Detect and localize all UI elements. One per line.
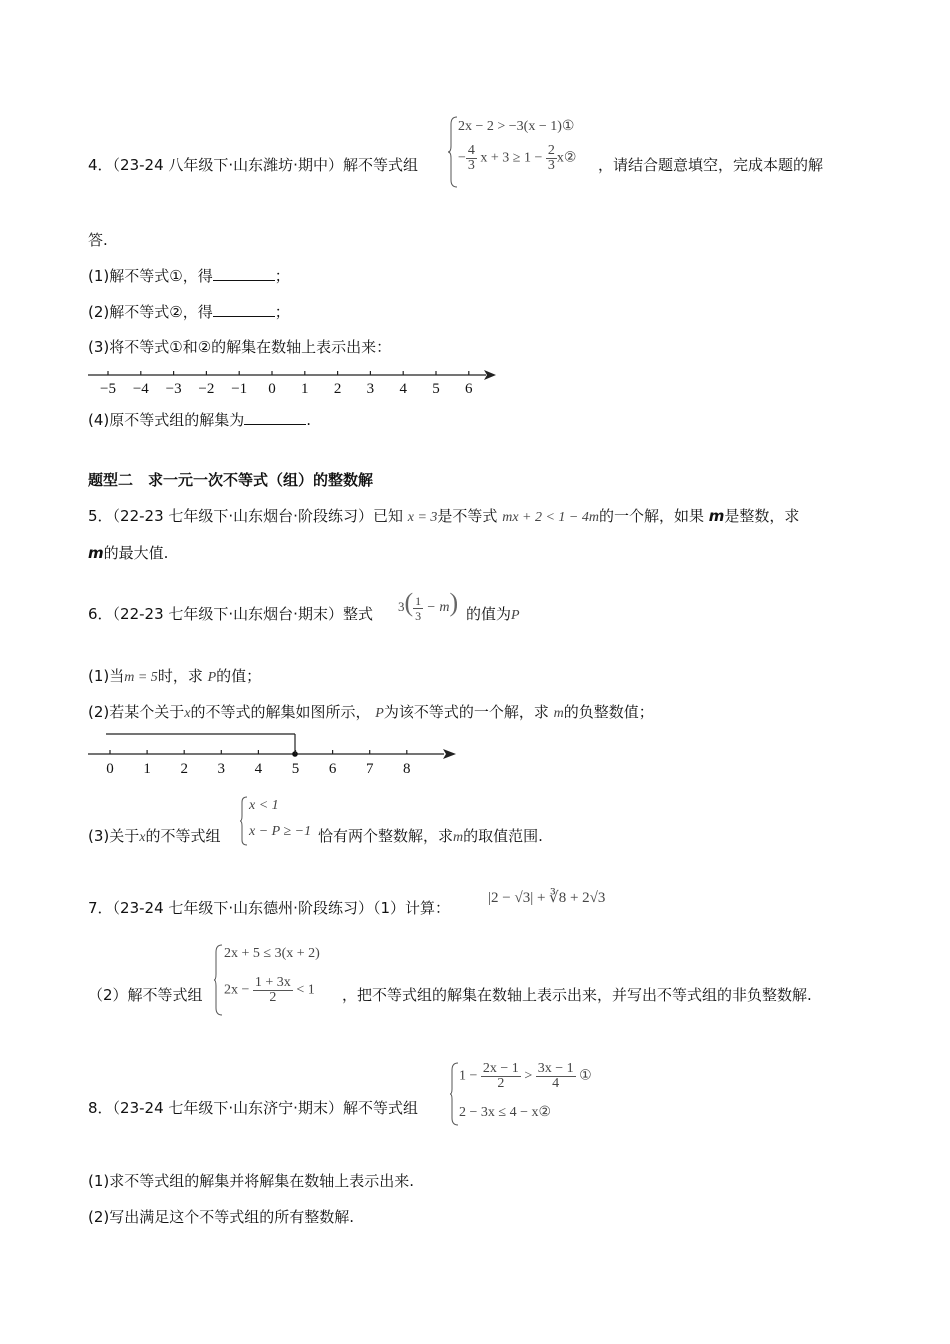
q7-ineq1: 2x + 5 ≤ 3(x + 2) [224, 946, 320, 961]
q4-ineq1: 2x − 2 > −3(x − 1)① [458, 119, 575, 134]
q7-line1 [88, 898, 450, 918]
q6-var-p: P [511, 608, 520, 623]
q6-part1 [88, 666, 261, 688]
q4-source: （23-24 八年级下·山东潍坊·期中） [112, 156, 343, 174]
q6-expr-b: − m [426, 600, 450, 615]
q8-number: 8． [88, 1099, 113, 1117]
q4-part1-end: ； [274, 267, 290, 285]
q4-number-line [86, 364, 506, 400]
q4-part3: (3)将不等式①和②的解集在数轴上表示出来： [88, 338, 392, 356]
q8-ineq1-num: 2x − 1 [482, 1061, 519, 1076]
q7-part2-b: ，把不等式组的解集在数轴上表示出来，并写出不等式组的非负整数解. [342, 986, 812, 1004]
q6-axis-tick-label: 1 [143, 761, 151, 777]
q6-axis-tick-label: 0 [106, 761, 114, 777]
q6-p3-a: (3)关于 [88, 827, 140, 845]
q4-ineq2-c: x② [556, 150, 577, 166]
q6-p1-var: P [207, 670, 217, 685]
q8-ineq1 [459, 1062, 592, 1091]
q4-lead: 解不等式组 [342, 156, 418, 174]
q6-p2-var2: P [375, 706, 384, 721]
q6-axis-tick-label: 3 [217, 761, 226, 777]
q4-axis-tick-label: 1 [301, 381, 309, 397]
q4-part2-end: ； [274, 303, 290, 321]
q7-calc: |2 − √3| + ∛8 + 2√3 [488, 890, 606, 906]
q4-ineq2-den: 3 [467, 158, 475, 173]
q6-expression: 3( $\frac{1}{3}$ − m) [398, 588, 459, 623]
q8-ineq1-b: > [524, 1068, 533, 1084]
q4-answer-blank-2[interactable] [213, 302, 275, 317]
q6-expr-a: 3 [398, 599, 405, 614]
q6-p3-var2: m [453, 830, 464, 845]
q6-axis-tick-label: 4 [254, 761, 263, 777]
q8-brace [450, 1062, 459, 1130]
q6-p2-var3: m [553, 706, 564, 721]
q7-brace [214, 944, 223, 1020]
q8-ineq1-c: ① [579, 1068, 592, 1084]
q6-p3-b: 的不等式组 [145, 827, 221, 845]
q6-brace [240, 796, 248, 850]
q4-axis-tick-label: −1 [231, 381, 248, 397]
q6-part3-b [318, 826, 543, 848]
q6-p3-var: x [139, 830, 146, 845]
q7-part2-a: （2）解不等式组 [88, 986, 203, 1004]
q6-source: （22-23 七年级下·山东烟台·期末）整式 [112, 605, 373, 623]
q4-answer-blank-1[interactable] [213, 266, 275, 281]
q6-p3-d: 的取值范围. [463, 827, 543, 845]
q6-p2-var: x [184, 706, 191, 721]
q4-axis-tick-label: 2 [333, 381, 342, 397]
q7-ineq2 [224, 976, 315, 1005]
q6-mid [466, 604, 520, 626]
q7-ineq2-b: < 1 [296, 982, 315, 998]
brace-icon [448, 116, 458, 188]
q6-part3-a [88, 826, 220, 848]
q4-part4-label: (4)原不等式组的解集为 [88, 411, 245, 429]
section-title: 题型二 求一元一次不等式（组）的整数解 [88, 471, 374, 489]
q4-ineq2-num2: 2 [547, 143, 555, 158]
q4-part1-label: (1)解不等式①，得 [88, 267, 213, 285]
arrow-right-icon [443, 749, 456, 759]
q6-sys-ineq1: x < 1 [249, 798, 279, 813]
q7-ineq2-a: 2x − [224, 982, 250, 998]
q6-p2-d: 的负整数值； [563, 703, 654, 721]
q5-math2: mx + 2 < 1 − 4m [502, 510, 599, 525]
q5-text-e: 是整数，求 [724, 507, 800, 525]
brace-icon [240, 796, 248, 846]
q4-part1 [88, 266, 290, 286]
q4-part2 [88, 302, 290, 322]
q5-line2 [88, 543, 168, 563]
q5-line2-text: 的最大值. [103, 544, 169, 562]
q6-sys-ineq2: x − P ≥ −1 [249, 824, 312, 839]
q4-tail2: 答. [88, 231, 108, 249]
q4-axis-tick-label: −2 [198, 381, 215, 397]
q6-mid-text: 的值为 [466, 605, 512, 623]
q4-ineq2-den2: 3 [547, 158, 555, 173]
q4-part4 [88, 410, 311, 430]
q8-ineq1-den2: 4 [552, 1076, 560, 1091]
q6-axis-tick-label: 7 [365, 761, 374, 777]
q8-ineq1-den: 2 [497, 1076, 505, 1091]
q7-ineq2-num: 1 + 3x [254, 975, 291, 990]
q5-number: 5． [88, 507, 113, 525]
q4-tail: ，请结合题意填空，完成本题的解 [598, 156, 824, 174]
q6-line1 [88, 604, 373, 624]
q6-axis-tick-label: 8 [403, 761, 411, 777]
q4-brace [448, 116, 458, 192]
q7-number: 7． [88, 899, 113, 917]
q8-source: （23-24 七年级下·山东济宁·期末）解不等式组 [112, 1099, 418, 1117]
q6-number: 6． [88, 605, 113, 623]
q4-answer-blank-3[interactable] [244, 410, 306, 425]
q8-ineq2: 2 − 3x ≤ 4 − x② [459, 1105, 552, 1120]
q8-part1: (1)求不等式组的解集并将解集在数轴上表示出来. [88, 1172, 415, 1190]
q8-ineq1-a: 1 − [459, 1068, 478, 1084]
q6-p1-b: 时，求 [157, 667, 203, 685]
q6-p2-a: (2)若某个关于 [88, 703, 185, 721]
q6-expr-den: 3 [415, 608, 422, 623]
q4-ineq2-a: − [458, 150, 466, 166]
q4-ineq2 [458, 144, 576, 173]
q6-p2-c: 为该不等式的一个解，求 [383, 703, 549, 721]
q6-axis-tick-label: 2 [180, 761, 188, 777]
q6-expr-num: 1 [415, 593, 422, 608]
q8-ineq1-num2: 3x − 1 [537, 1061, 574, 1076]
brace-icon [450, 1062, 459, 1126]
q5-text-c: 是不等式 [437, 507, 498, 525]
q6-p2-b: 的不等式的解集如图所示， [190, 703, 371, 721]
q5-line2-var: m [88, 544, 104, 562]
q4-axis-tick-label: −5 [100, 381, 116, 397]
q4-ineq2-b: x + 3 ≥ 1 − [480, 150, 543, 166]
q5-source: （22-23 七年级下·山东烟台·阶段练习）已知 [112, 507, 403, 525]
q5-text-d: 的一个解，如果 [598, 507, 704, 525]
q5-var-m: m [708, 507, 725, 525]
q5-line1 [88, 506, 799, 528]
q6-p3-c: 恰有两个整数解，求 [318, 827, 454, 845]
q4-part2-label: (2)解不等式②，得 [88, 303, 213, 321]
q4-number: 4． [88, 156, 113, 174]
q6-axis-tick-label: 5 [291, 761, 300, 777]
q6-part2 [88, 702, 654, 724]
q6-axis-tick-label: 6 [328, 761, 337, 777]
q8-part2: (2)写出满足这个不等式组的所有整数解. [88, 1208, 355, 1226]
q7-source: （23-24 七年级下·山东德州·阶段练习）（1）计算： [112, 899, 450, 917]
q4-axis-tick-label: −3 [165, 381, 182, 397]
q4-part4-end: . [306, 411, 312, 429]
q4-ineq2-num: 4 [467, 143, 475, 158]
q6-number-line [86, 728, 466, 780]
brace-icon [214, 944, 223, 1016]
q4-axis-tick-label: 4 [399, 381, 407, 397]
q4-axis-tick-label: 5 [432, 381, 440, 397]
q4-axis-tick-label: 0 [268, 381, 276, 397]
q4-axis-tick-label: 6 [465, 381, 473, 397]
q4-axis-tick-label: −4 [132, 381, 149, 397]
q5-math1: x = 3 [407, 510, 438, 525]
q6-p1-math: m = 5 [124, 670, 158, 685]
q4-heading [88, 155, 418, 175]
q8-line1 [88, 1098, 418, 1118]
q7-ineq2-den: 2 [269, 990, 277, 1005]
q4-axis-tick-label: 3 [366, 381, 375, 397]
q6-p1-c: 的值； [216, 667, 262, 685]
q6-p1-a: (1)当 [88, 667, 125, 685]
